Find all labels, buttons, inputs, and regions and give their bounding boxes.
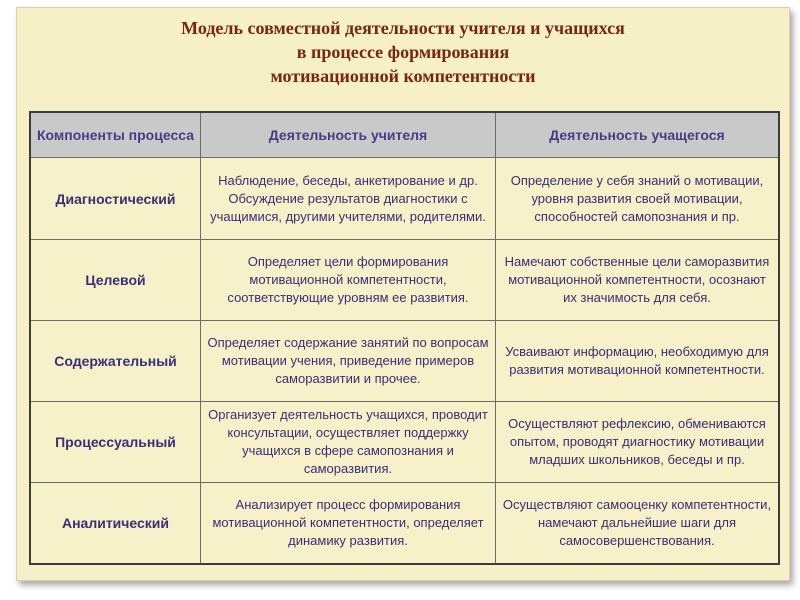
slide [16, 7, 790, 581]
header-teacher-activity: Деятельность учителя [201, 112, 496, 158]
component-cell: Содержательный [30, 321, 201, 402]
activity-model-table [29, 111, 780, 565]
header-components: Компоненты процесса [30, 112, 201, 158]
teacher-cell: Определяет цели формирования мотивационной компетентности, соответствующие уровням ее развития. [201, 240, 496, 321]
component-cell: Процессуальный [30, 402, 201, 483]
student-cell: Осуществляют самооценку компетентности, намечают дальнейшие шаги для самосовершенствования. [496, 483, 780, 564]
title-line-3: мотивационной компетентности [270, 66, 536, 86]
title-line-1: Модель совместной деятельности учителя и учащихся [181, 18, 625, 38]
component-cell: Аналитический [30, 483, 201, 564]
teacher-cell: Наблюдение, беседы, анкетирование и др. Обсуждение результатов диагностики с учащимися, другими учителями, родителями. [201, 158, 496, 240]
table-row [30, 483, 779, 564]
student-cell: Осуществляют рефлексию, обмениваются опытом, проводят диагностику мотивации младших школьников, беседы и пр. [496, 402, 780, 483]
component-cell: Диагностический [30, 158, 201, 240]
student-cell: Намечают собственные цели саморазвития мотивационной компетентности, осознают их значимость для себя. [496, 240, 780, 321]
table-row [30, 321, 779, 402]
teacher-cell: Определяет содержание занятий по вопросам мотивации учения, приведение примеров саморазвитии и прочее. [201, 321, 496, 402]
student-cell: Определение у себя знаний о мотивации, уровня развития своей мотивации, способностей самопознания и пр. [496, 158, 780, 240]
slide-title [17, 16, 789, 88]
component-cell: Целевой [30, 240, 201, 321]
title-line-2: в процессе формирования [296, 42, 510, 62]
teacher-cell: Анализирует процесс формирования мотивационной компетентности, определяет динамику развития. [201, 483, 496, 564]
table-row [30, 158, 779, 240]
table-row [30, 240, 779, 321]
student-cell: Усваивают информацию, необходимую для развития мотивационной компетентности. [496, 321, 780, 402]
table-header-row [30, 112, 779, 158]
header-student-activity: Деятельность учащегося [496, 112, 780, 158]
teacher-cell: Организует деятельность учащихся, проводит консультации, осуществляет поддержку учащихся в сфере самопознания и саморазвития. [201, 402, 496, 483]
table-row [30, 402, 779, 483]
